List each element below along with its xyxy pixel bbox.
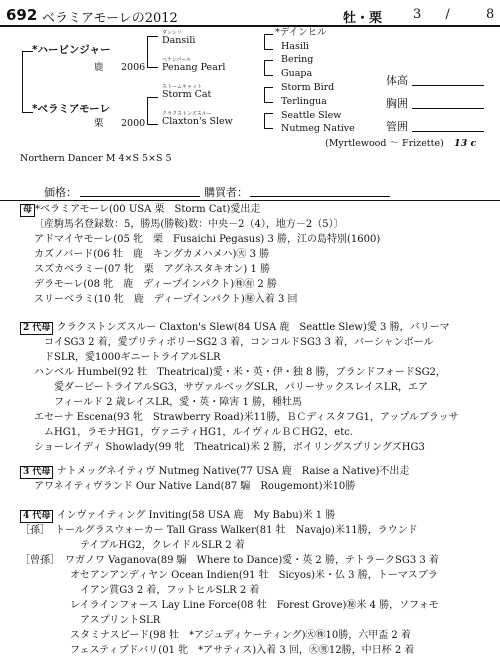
g3-6: Terlingua — [281, 96, 327, 107]
gen4-line-7: アスプリントSLR — [20, 615, 161, 626]
gen4-section — [20, 508, 439, 658]
gen3-line-0-text: ナトメッグネイティヴ Nutmeg Native(77 USA 鹿 Raise a Native)不出走 — [56, 466, 410, 477]
gen2-tag: 2 代母 — [20, 322, 53, 335]
height-field[interactable] — [412, 85, 484, 86]
dd-ruby: クラクストンズスルー — [162, 111, 212, 117]
g3-4: Guapa — [281, 68, 313, 79]
gen4-line-2: テイブルHG2，クレイドルSLR 2 着 — [20, 540, 245, 551]
g3-5: Storm Bird — [281, 82, 335, 93]
dam-bracket — [147, 97, 158, 125]
inbreeding: Northern Dancer M 4×S 5×S 5 — [20, 153, 172, 164]
gen2-line-2: ドSLR，愛1000ギニートライアルSLR — [34, 352, 221, 363]
sex-color: 牡・栗 — [343, 11, 383, 26]
g3-3: Bering — [281, 54, 314, 65]
dam-line-4: スズカベラミー(07 牝 栗 アグネスタキオン) 1 勝 — [34, 264, 271, 275]
dam-section — [20, 202, 380, 307]
g3-2: Hasili — [281, 41, 309, 52]
gen2-line-1: コイSG3 2 着，愛プリティポリーSG2 3 着，コンコルドSG3 3 着，バーシャンボール — [34, 337, 434, 348]
gen3-tag: 3 代母 — [20, 466, 53, 479]
dam-line-1: 〔産駒馬名登録数：5，勝馬(勝鞍)数：中央－2（4），地方－2（5）〕 — [34, 219, 344, 230]
dam-line-0 — [20, 202, 380, 217]
ss-bracket — [264, 34, 273, 50]
gen2-line-3: ハンベル Humbel(92 牡 Theatrical)愛・米・英・伊・独 8 勝，ブランドフォードSG2， — [34, 367, 446, 378]
header-rule — [0, 25, 500, 27]
gen3-line-1: アワネイティヴランド Our Native Land(87 騸 Rougemont)米10勝 — [34, 481, 356, 492]
gen2-line-4: 愛ダービートライアルSG3，サヴァルベッグSLR，パリーサックスレイスLR，エア — [34, 382, 428, 393]
dam-year: 2000 — [121, 118, 146, 129]
buyer-field[interactable] — [250, 196, 390, 197]
gen4-line-0-text: インヴァイティング Inviting(58 USA 鹿 My Babu)米 1 勝 — [56, 510, 336, 521]
sd-bracket — [264, 60, 273, 76]
gen2-line-7: ムHG1，ラモナHG1，ヴァニティHG1，ルイヴィルＢＣHG2，etc. — [34, 427, 354, 438]
dam-tag: 母 — [20, 204, 35, 217]
gen2-section — [20, 320, 459, 455]
dam-line-6: スリーベラミ(10 牝 鹿 ディープインパクト)㊙入着 3 回 — [34, 294, 298, 305]
ss-ruby: ダンシリ — [162, 30, 182, 36]
ds-bracket — [264, 87, 273, 103]
dd-name: Claxton's Slew — [162, 116, 233, 127]
gen4-line-8: スタミナスピード(98 牡 *アジュディケーティング)㊋㊑10勝，六甲盃 2 着 — [20, 630, 411, 641]
height-label: 体高 — [386, 74, 408, 87]
section-rule — [0, 200, 500, 201]
horse-title: ベラミアモーレの2012 — [42, 11, 178, 26]
gen4-line-1: ［孫］ トールグラスウォーカー Tall Grass Walker(81 牡 Navajo)米11勝，ラウンド — [20, 525, 418, 536]
g3-8: Nutmeg Native — [281, 123, 355, 134]
ss-name: Dansili — [162, 35, 196, 46]
price-field[interactable] — [80, 196, 200, 197]
gen4-tag: 4 代母 — [20, 510, 53, 523]
chest-label: 胸囲 — [386, 97, 408, 110]
g3-7: Seattle Slew — [281, 110, 342, 121]
gen4-line-0 — [20, 508, 439, 523]
sire-name: *ハービンジャー — [32, 44, 111, 56]
price-label: 価格： — [44, 186, 77, 199]
page-current: 3 — [413, 7, 422, 22]
chest-field[interactable] — [412, 108, 484, 109]
sire-bracket — [147, 36, 158, 68]
gen4-line-3: ［曾孫］ ワガノワ Vaganova(89 騸 Where to Dance)愛・英 2 勝，テトラークSG3 3 着 — [20, 555, 439, 566]
cannon-field[interactable] — [412, 131, 484, 132]
ds-name: Storm Cat — [162, 89, 212, 100]
dam-line-5: デラモーレ(08 牝 鹿 ディープインパクト)㊑㊒ 2 勝 — [34, 279, 277, 290]
dd-bracket — [264, 113, 273, 129]
sd-name: Penang Pearl — [162, 62, 226, 73]
dam-line-0-text: *ベラミアモーレ(00 USA 栗 Storm Cat)愛出走 — [35, 204, 261, 215]
gen2-line-0 — [20, 320, 459, 335]
dam-line-3: カズノバード(06 牡 鹿 キングカメハメハ)㊋ 3 勝 — [34, 249, 270, 260]
gen4-line-9: フェスティブドバリ(01 牝 *アサティス)入着 3 回，㊋㊚12勝，中日杯 2 着 — [20, 645, 415, 656]
cannon-label: 管囲 — [386, 120, 408, 133]
gen2-line-8: ショーレイディ Showlady(99 牝 Theatrical)米 2 勝，ボイリングスプリングズHG3 — [34, 442, 425, 453]
ds-ruby: ストームキャット — [162, 84, 203, 90]
gen2-line-6: エセーナ Escena(93 牝 Strawberry Road)米11勝，ＢＣディスタフG1，アップルブラッサ — [34, 412, 459, 423]
sire-color: 鹿 — [94, 62, 104, 73]
page-slash: / — [445, 7, 450, 22]
gen4-line-4: オセアンアンディヤン Ocean Indien(91 牡 Sicyos)米・仏 3 勝，トーマスブラ — [20, 570, 438, 581]
dam-name: *ベラミアモーレ — [32, 103, 110, 115]
lot-number: 692 — [6, 6, 38, 24]
page-total: 8 — [486, 7, 495, 22]
gen2-line-0-text: クラクストンズスルー Claxton's Slew(84 USA 鹿 Seattle Slew)愛 3 勝，バリーマ — [56, 322, 450, 333]
gen3-line-0 — [20, 464, 409, 479]
gen3-section — [20, 464, 409, 494]
gen2-line-5: フィールド 2 歳レイスLR，愛・英・障害 1 勝，種牡馬 — [34, 397, 303, 408]
gen4-line-6: レイラインフォース Lay Line Force(08 牡 Forest Grove)㊙米 4 勝，ソフォモ — [20, 600, 439, 611]
sire-year: 2006 — [121, 62, 146, 73]
sd-ruby: ペナンパール — [162, 57, 192, 63]
page-number — [413, 7, 495, 22]
buyer-label: 購買者： — [204, 186, 248, 199]
gen1-bracket — [22, 51, 33, 113]
dam-line-2: アドマイヤモーレ(05 牝 栗 Fusaichi Pegasus) 3 勝，江の島特別(1600) — [34, 234, 381, 245]
family-line: (Myrtlewood ～ Frizette) — [325, 138, 444, 149]
g3-1: *デインヒル — [275, 27, 327, 38]
gen4-line-5: イアン賞G3 2 着，フットヒルSLR 2 着 — [20, 585, 260, 596]
family-number: 13 c — [454, 138, 477, 149]
dam-color: 栗 — [94, 118, 104, 129]
